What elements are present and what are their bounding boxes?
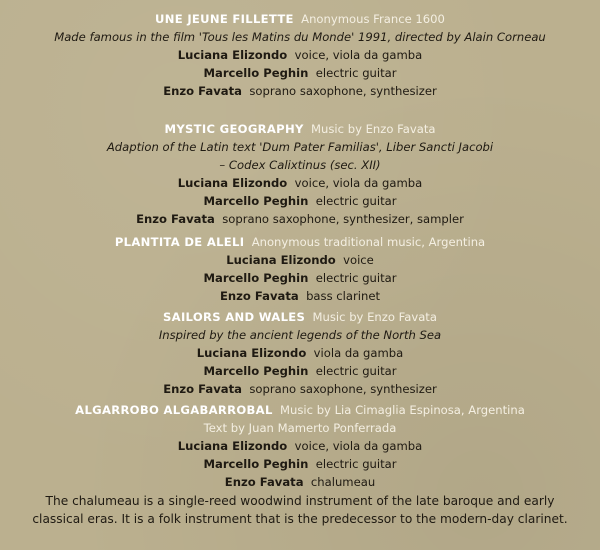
performer-role: electric guitar	[315, 457, 397, 471]
track-heading	[0, 233, 600, 251]
performer-role: voice, viola da gamba	[294, 439, 423, 453]
track-source: Music by Enzo Favata	[311, 122, 436, 136]
track-source: Music by Enzo Favata	[312, 310, 437, 324]
footer-note-line: classical eras. It is a folk instrument that is the predecessor to the modern-day clarinet.	[32, 512, 568, 526]
track-note: – Codex Calixtinus (sec. XII)	[219, 158, 381, 172]
performer-line	[0, 269, 600, 287]
performer-name: Enzo Favata	[163, 84, 242, 98]
track-title: ALGARROBO ALGABARROBAL	[75, 403, 273, 417]
performer-name: Luciana Elizondo	[177, 48, 288, 62]
performer-line	[0, 380, 600, 398]
performer-line	[0, 455, 600, 473]
performer-line	[0, 64, 600, 82]
performer-name: Luciana Elizondo	[177, 439, 288, 453]
track-heading	[0, 120, 600, 138]
performer-name: Marcello Peghin	[203, 66, 309, 80]
performer-name: Luciana Elizondo	[226, 253, 336, 267]
track-source: Music by Lia Cimaglia Espinosa, Argentina	[280, 403, 525, 417]
performer-line	[0, 251, 600, 269]
performer-name: Enzo Favata	[224, 475, 304, 489]
footer-note-line: The chalumeau is a single-reed woodwind instrument of the late baroque and early	[45, 494, 555, 508]
performer-line	[0, 82, 600, 100]
performer-line	[0, 362, 600, 380]
track-heading	[0, 10, 600, 28]
performer-line	[0, 46, 600, 64]
performer-role: viola da gamba	[313, 346, 404, 360]
performer-name: Marcello Peghin	[203, 457, 309, 471]
performer-role: voice	[343, 253, 374, 267]
performer-line	[0, 437, 600, 455]
performer-name: Enzo Favata	[163, 382, 242, 396]
track-note: Adaption of the Latin text 'Dum Pater Familias', Liber Sancti Jacobi	[106, 140, 494, 154]
track-note: Inspired by the ancient legends of the North Sea	[158, 328, 442, 342]
track-heading	[0, 401, 600, 419]
performer-role: electric guitar	[315, 66, 397, 80]
performer-name: Enzo Favata	[219, 289, 299, 303]
track-source: Anonymous traditional music, Argentina	[251, 235, 486, 249]
performer-role: electric guitar	[315, 364, 397, 378]
track-title: PLANTITA DE ALELI	[114, 235, 245, 249]
performer-role: soprano saxophone, synthesizer	[249, 84, 437, 98]
performer-name: Marcello Peghin	[203, 271, 309, 285]
performer-name: Enzo Favata	[136, 212, 215, 226]
performer-role: voice, viola da gamba	[294, 176, 423, 190]
track-heading	[0, 308, 600, 326]
performer-line	[0, 210, 600, 228]
track-source-line	[0, 419, 600, 437]
performer-line	[0, 192, 600, 210]
performer-role: soprano saxophone, synthesizer	[249, 382, 437, 396]
track-source: Anonymous France 1600	[301, 12, 445, 26]
track-source-secondary: Text by Juan Mamerto Ponferrada	[203, 421, 397, 435]
performer-role: electric guitar	[315, 271, 397, 285]
track-title: MYSTIC GEOGRAPHY	[164, 122, 304, 136]
track-title: SAILORS AND WALES	[163, 310, 306, 324]
track-note: Made famous in the film 'Tous les Matins du Monde' 1991, directed by Alain Corneau	[54, 30, 546, 44]
performer-role: electric guitar	[315, 194, 397, 208]
performer-role: soprano saxophone, synthesizer, sampler	[222, 212, 464, 226]
performer-line	[0, 344, 600, 362]
performer-line	[0, 473, 600, 491]
performer-name: Marcello Peghin	[203, 194, 309, 208]
track-title: UNE JEUNE FILLETTE	[155, 12, 294, 26]
performer-name: Marcello Peghin	[203, 364, 309, 378]
performer-name: Luciana Elizondo	[196, 346, 307, 360]
performer-role: voice, viola da gamba	[294, 48, 423, 62]
performer-role: bass clarinet	[306, 289, 381, 303]
performer-line	[0, 174, 600, 192]
performer-line	[0, 287, 600, 305]
performer-name: Luciana Elizondo	[177, 176, 288, 190]
performer-role: chalumeau	[310, 475, 376, 489]
